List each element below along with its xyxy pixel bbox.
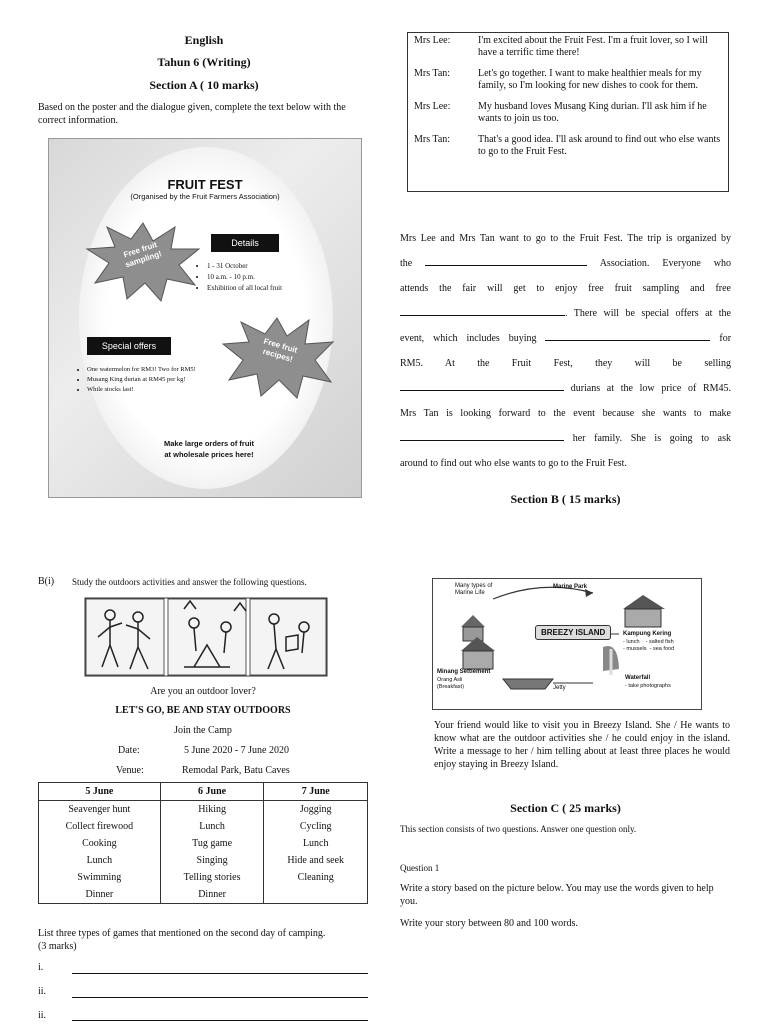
waterfall-sub: - take photographs [625, 683, 671, 689]
table-cell: Tug game [160, 835, 264, 852]
table-row [39, 818, 368, 835]
outdoor-question: Are you an outdoor lover? [150, 686, 256, 697]
cloze-text: RM5. [400, 358, 424, 369]
level-title: Tahun 6 (Writing) [157, 55, 251, 69]
cloze-text: they [595, 358, 613, 369]
games-question: List three types of games that mentioned on the second day of camping. [38, 928, 326, 939]
section-b-title: Section B ( 15 marks) [510, 492, 621, 506]
table-cell: Dinner [39, 886, 161, 904]
table-header: 5 June [39, 783, 161, 801]
section-a-title: Section A ( 10 marks) [149, 78, 259, 92]
table-cell: Hiking [160, 801, 264, 819]
date-value: 5 June 2020 - 7 June 2020 [184, 745, 289, 756]
speaker: Mrs Tan: [414, 134, 451, 145]
dialogue-row [408, 33, 728, 61]
cloze-line [400, 401, 731, 426]
answer-blank-5[interactable] [400, 430, 564, 441]
b-i-instruction: Study the outdoors activities and answer the following questions. [72, 577, 307, 587]
cloze-text: Mrs Tan is looking forward to the event because she wants to make [400, 408, 731, 419]
cloze-text: At [444, 358, 455, 369]
venue-label: Venue: [116, 765, 144, 776]
dialogue-line: Let's go together. I want to make healthier meals for my family, so I'm looking for new dishes to cook for them. [478, 68, 702, 91]
special-offers-label: Special offers [87, 337, 171, 355]
camp-schedule-table [38, 782, 368, 904]
speaker: Mrs Tan: [414, 68, 451, 79]
cloze-text: event, which includes buying [400, 333, 537, 344]
details-item: • 10 a.m. - 10 p.m. [207, 272, 282, 283]
table-cell: Lunch [39, 852, 161, 869]
section-a-instruction: Based on the poster and the dialogue given, complete the text below with the correct information. [38, 102, 346, 126]
table-header: 7 June [264, 783, 368, 801]
cloze-text: will [634, 358, 651, 369]
cloze-line [400, 426, 731, 451]
dialogue-box [407, 32, 729, 192]
answer-label: i. [38, 962, 44, 973]
table-cell: Swimming [39, 869, 161, 886]
waterfall-label: Waterfall [625, 675, 651, 681]
table-row [39, 886, 368, 904]
table-cell: Hide and seek [264, 852, 368, 869]
answer-label: ii. [38, 1010, 47, 1021]
fruit-fest-poster [48, 138, 362, 498]
cloze-text: durians at the low price of RM45. [570, 383, 732, 394]
table-cell: Seavenger hunt [39, 801, 161, 819]
details-label: Details [211, 234, 279, 252]
join-camp: Join the Camp [174, 725, 232, 736]
offers-item: • One watermelon for RM3! Two for RM5! [87, 365, 196, 375]
table-cell [264, 886, 368, 904]
table-row [39, 801, 368, 819]
answer-line-2[interactable] [72, 997, 368, 998]
cloze-text: the [477, 358, 490, 369]
offers-item: • While stocks last! [87, 385, 196, 395]
table-cell: Telling stories [160, 869, 264, 886]
speaker: Mrs Lee: [414, 101, 451, 112]
answer-line-3[interactable] [72, 1020, 368, 1021]
answer-blank-3[interactable] [545, 330, 710, 341]
details-item: • 1 - 31 October [207, 261, 282, 272]
breezy-island-map [432, 578, 702, 710]
cloze-line [400, 326, 731, 351]
details-item: • Exhibition of all local fruit [207, 283, 282, 294]
cloze-text: Association. Everyone who [599, 258, 731, 269]
cloze-text: the [400, 258, 413, 269]
dialogue-line: That's a good idea. I'll ask around to find out who else wants to go to the Fruit Fest. [478, 134, 721, 157]
section-c-intro: This section consists of two questions. Answer one question only. [400, 824, 637, 834]
table-cell: Cleaning [264, 869, 368, 886]
cloze-line [400, 276, 731, 301]
table-cell: Dinner [160, 886, 264, 904]
b-i-label: B(i) [38, 576, 55, 587]
island-label: BREEZY ISLAND [535, 625, 611, 640]
table-row [39, 852, 368, 869]
kampung-items: - lunch - salted fish - mussels - sea food [623, 639, 675, 652]
poster-footer-1: Make large orders of fruit [163, 439, 255, 448]
question-1-words: Write your story between 80 and 100 words. [400, 918, 578, 929]
table-cell: Cooking [39, 835, 161, 852]
cloze-line [400, 226, 731, 251]
speaker: Mrs Lee: [414, 35, 451, 46]
table-cell: Collect firewood [39, 818, 161, 835]
answer-line-1[interactable] [72, 973, 368, 974]
dialogue-line: I'm excited about the Fruit Fest. I'm a fruit lover, so I will have a terrific time there! [478, 35, 708, 58]
table-cell: Lunch [160, 818, 264, 835]
cloze-text: Fruit [511, 358, 532, 369]
marine-life-label: Many types of Marine Life [455, 583, 493, 596]
cloze-paragraph [400, 226, 731, 476]
free-recipes-text: Free fruit recipes! [261, 336, 299, 364]
dialogue-row [408, 61, 728, 94]
cloze-line [400, 376, 731, 401]
free-sampling-text: Free fruit sampling! [122, 240, 163, 270]
jetty-label: Jetty [553, 685, 566, 691]
question-1-text: Write a story based on the picture below. You may use the words given to help you. [400, 883, 714, 907]
cloze-text: for [719, 333, 732, 344]
kampung-label: Kampung Kering [623, 631, 672, 637]
poster-footer-2: at wholesale prices here! [164, 450, 254, 459]
cloze-text: Fest, [553, 358, 573, 369]
venue-value: Remodal Park, Batu Caves [182, 765, 290, 776]
table-row [39, 869, 368, 886]
table-header-row [39, 783, 368, 801]
table-cell: Cycling [264, 818, 368, 835]
minang-sub: Orang Asli (Breakfast) [437, 677, 464, 690]
games-marks: (3 marks) [38, 941, 77, 952]
dialogue-row [408, 94, 728, 127]
offers-item: • Musang King durian at RM45 per kg! [87, 375, 196, 385]
cloze-text: attends the fair will get to enjoy free fruit sampling and free [400, 283, 731, 294]
date-label: Date: [118, 745, 140, 756]
answer-blank-4[interactable] [400, 380, 564, 391]
poster-subtitle: (Organised by the Fruit Farmers Association) [130, 192, 280, 201]
minang-label: Minang Settlement [437, 669, 491, 675]
answer-blank-1[interactable] [425, 255, 587, 266]
table-row [39, 835, 368, 852]
answer-label: ii. [38, 986, 47, 997]
answer-blank-2[interactable] [400, 305, 565, 316]
cloze-text: . There will be special offers at the [565, 308, 731, 319]
cloze-text: selling [704, 358, 732, 369]
cloze-text: be [672, 358, 682, 369]
cloze-line [400, 351, 731, 376]
subject-title: English [184, 33, 224, 47]
cloze-line [400, 301, 731, 326]
offers-list [77, 365, 196, 395]
dialogue-line: My husband loves Musang King durian. I'll ask him if he wants to join us too. [478, 101, 707, 124]
table-cell: Lunch [264, 835, 368, 852]
cloze-line [400, 251, 731, 276]
poster-title: FRUIT FEST [167, 177, 243, 192]
details-list [197, 261, 282, 294]
cloze-text: Mrs Lee and Mrs Tan want to go to the Fruit Fest. The trip is organized by [400, 233, 731, 244]
cloze-line [400, 451, 731, 476]
question-1-label: Question 1 [400, 863, 440, 873]
cloze-text: around to find out who else wants to go to the Fruit Fest. [400, 458, 627, 469]
section-c-title: Section C ( 25 marks) [510, 801, 621, 815]
table-cell: Singing [160, 852, 264, 869]
table-cell: Jogging [264, 801, 368, 819]
dialogue-row [408, 127, 728, 160]
table-header: 6 June [160, 783, 264, 801]
outdoor-activities-illustration [84, 597, 328, 677]
cloze-text: her family. She is going to ask [572, 433, 732, 444]
camp-headline: LET'S GO, BE AND STAY OUTDOORS [115, 705, 291, 716]
section-b2-text: Your friend would like to visit you in Breezy Island. She / He wants to know what are the outdoor activities she / he could enjoy in the island. Write a message to her / him telling about at least three places he would enjoy staying in Breezy Island. [434, 720, 730, 770]
marine-park-label: Marine Park [553, 584, 588, 590]
